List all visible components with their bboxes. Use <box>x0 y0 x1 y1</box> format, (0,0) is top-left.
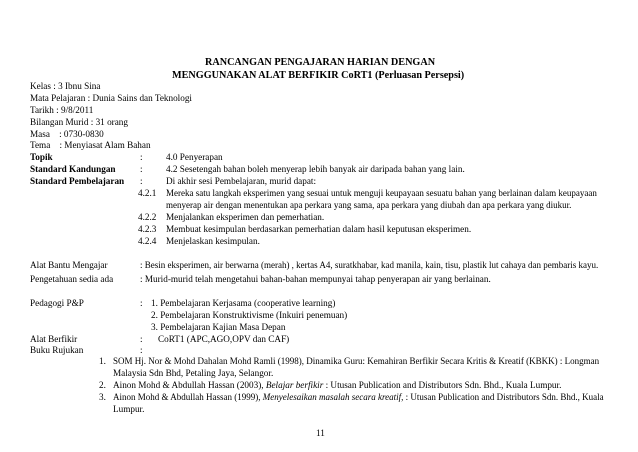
reference-number: 3. <box>99 392 106 402</box>
pedagogi-item: 3. Pembelajaran Kajian Masa Depan <box>151 322 286 332</box>
objective-text: Membuat kesimpulan berdasarkan pemerhatian dalam hasil keputusan eksperimen. <box>166 224 472 234</box>
reference-authors: Ainon Mohd & Abdullah Hassan (1999), <box>113 392 263 402</box>
page-number: 11 <box>316 428 325 438</box>
pedagogi-item: 1. Pembelajaran Kerjasama (cooperative learning) <box>151 298 336 308</box>
topik-sep: : <box>140 152 143 162</box>
bilangan-murid: Bilangan Murid : 31 orang <box>30 117 128 127</box>
reference-text <box>113 380 561 391</box>
title-line-2: MENGGUNAKAN ALAT BERFIKIR CoRT1 (Perluasan Persepsi) <box>172 70 465 81</box>
objective-number: 4.2.3 <box>138 224 157 234</box>
standard-pembelajaran-intro: Di akhir sesi Pembelajaran, murid dapat: <box>166 176 317 186</box>
buku-rujukan-label: Buku Rujukan <box>30 345 84 355</box>
tema: Tema : Menyiasat Alam Bahan <box>30 140 151 150</box>
alat-berfikir-sep: : <box>140 334 143 344</box>
tarikh: Tarikh : 9/8/2011 <box>30 105 94 115</box>
reference-title: Menyelesaikan masalah secara kreatif, <box>262 392 404 402</box>
objective-number: 4.2.4 <box>138 236 157 246</box>
reference-text <box>113 392 604 403</box>
reference-title: Belajar berfikir <box>265 380 324 390</box>
pengetahuan-value: : Murid-murid telah mengetahui bahan-bahan mempunyai tahap penyerapan air yang berlainan. <box>140 274 491 284</box>
reference-publisher: : Utusan Publication and Distributors Sdn. Bhd., Kuala Lumpur. <box>323 380 562 390</box>
reference-text-continued: Lumpur. <box>113 404 145 414</box>
alat-bantu-label: Alat Bantu Mengajar <box>30 260 108 270</box>
objective-text: Menjalankan eksperimen dan pemerhatian. <box>166 212 325 222</box>
alat-bantu-value: : Besin eksperimen, air berwarna (merah) , kertas A4, suratkhabar, kad manila, kain, tisu, plastik lut cahaya dan pembaris kayu. <box>140 260 599 270</box>
reference-number: 2. <box>99 380 106 390</box>
pengetahuan-label: Pengetahuan sedia ada <box>30 274 114 284</box>
reference-text: SOM Hj. Nor & Mohd Dahalan Mohd Ramli (1998), Dinamika Guru: Kemahiran Berfikir Secara Kritis & Kreatif (KBKK) : Longman <box>113 356 600 366</box>
reference-publisher: : Utusan Publication and Distributors Sdn. Bhd., Kuala <box>403 392 604 402</box>
pedagogi-label: Pedagogi P&P <box>30 298 84 308</box>
title-line-1: RANCANGAN PENGAJARAN HARIAN DENGAN <box>205 57 436 68</box>
standard-kandungan-value: 4.2 Sesetengah bahan boleh menyerap lebih banyak air daripada bahan yang lain. <box>166 164 465 174</box>
pedagogi-sep: : <box>140 298 143 308</box>
reference-authors: Ainon Mohd & Abdullah Hassan (2003), <box>113 380 266 390</box>
alat-berfikir-label: Alat Berfikir <box>30 334 78 344</box>
standard-kandungan-sep: : <box>140 164 143 174</box>
objective-number: 4.2.1 <box>138 188 157 198</box>
reference-text-continued: Malaysia Sdn Bhd, Petaling Jaya, Selangor. <box>113 368 274 378</box>
pedagogi-item: 2. Pembelajaran Konstruktivisme (Inkuiri penemuan) <box>151 310 348 320</box>
kelas: Kelas : 3 Ibnu Sina <box>30 81 101 91</box>
alat-berfikir-value: CoRT1 (APC,AGO,OPV dan CAF) <box>158 334 290 344</box>
objective-number: 4.2.2 <box>138 212 157 222</box>
standard-kandungan-label: Standard Kandungan <box>30 164 116 174</box>
topik-value: 4.0 Penyerapan <box>166 152 223 162</box>
objective-text-continued: menyerap air dengan menentukan apa perkara yang sama, apa perkara yang diubah dan apa perkara yang diukur. <box>166 200 572 210</box>
objective-text: Mereka satu langkah eksperimen yang sesuai untuk menguji keupayaan sesuatu bahan yang berlainan dalam keupayaan <box>166 188 597 198</box>
objective-text: Menjelaskan kesimpulan. <box>166 236 260 246</box>
buku-rujukan-sep: : <box>140 345 143 355</box>
reference-number: 1. <box>99 356 106 366</box>
mata-pelajaran: Mata Pelajaran : Dunia Sains dan Teknologi <box>30 93 192 103</box>
standard-pembelajaran-label: Standard Pembelajaran <box>30 176 125 186</box>
standard-pembelajaran-sep: : <box>140 176 143 186</box>
topik-label: Topik <box>30 152 53 162</box>
masa: Masa : 0730-0830 <box>30 129 104 139</box>
